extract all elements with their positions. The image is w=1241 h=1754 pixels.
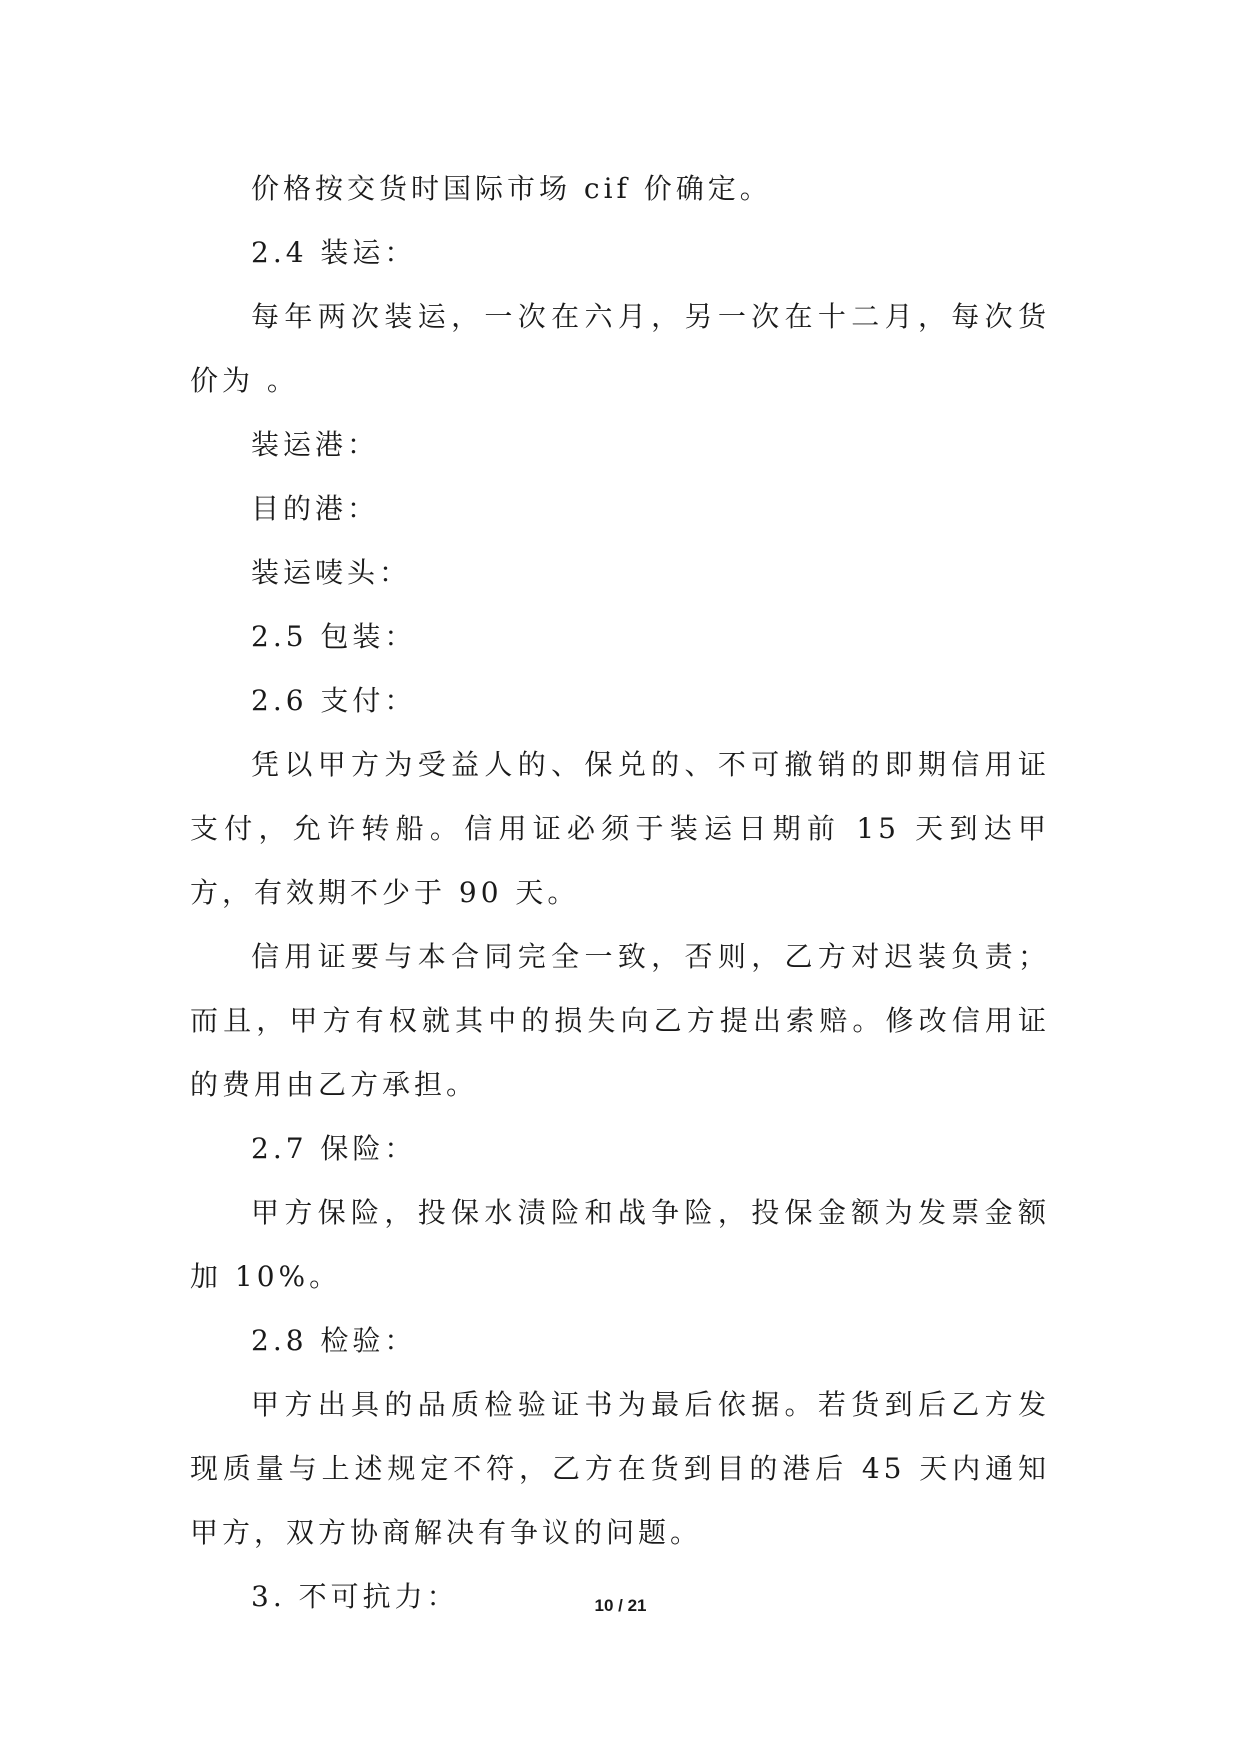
heading-packing: 2.5 包装： [251, 620, 417, 653]
paragraph-shipment: 每年两次装运，一次在六月，另一次在十二月，每次货价为 。 [190, 300, 1050, 397]
field-port-of-destination: 目的港： [251, 492, 380, 525]
paragraph-inspection: 甲方出具的品质检验证书为最后依据。若货到后乙方发现质量与上述规定不符，乙方在货到目的港后 45 天内通知甲方，双方协商解决有争议的问题。 [190, 1388, 1050, 1549]
heading-inspection: 2.8 检验： [251, 1324, 417, 1357]
field-shipping-marks: 装运唛头： [251, 556, 412, 589]
field-port-of-loading: 装运港： [251, 428, 380, 461]
heading-insurance: 2.7 保险： [251, 1132, 417, 1165]
heading-force-majeure: 3. 不可抗力： [251, 1580, 459, 1613]
page-number: 10 / 21 [594, 1596, 647, 1615]
paragraph-price: 价格按交货时国际市场 cif 价确定。 [251, 172, 772, 205]
heading-shipment: 2.4 装运： [251, 236, 417, 269]
paragraph-payment-lc: 凭以甲方为受益人的、保兑的、不可撤销的即期信用证支付，允许转船。信用证必须于装运日期前 15 天到达甲方，有效期不少于 90 天。 [190, 748, 1050, 909]
paragraph-insurance: 甲方保险，投保水渍险和战争险，投保金额为发票金额加 10%。 [190, 1196, 1050, 1293]
heading-payment: 2.6 支付： [251, 684, 417, 717]
paragraph-lc-conformity: 信用证要与本合同完全一致，否则，乙方对迟装负责；而且，甲方有权就其中的损失向乙方提出索赔。修改信用证的费用由乙方承担。 [190, 940, 1050, 1101]
document-body [190, 157, 1050, 1629]
